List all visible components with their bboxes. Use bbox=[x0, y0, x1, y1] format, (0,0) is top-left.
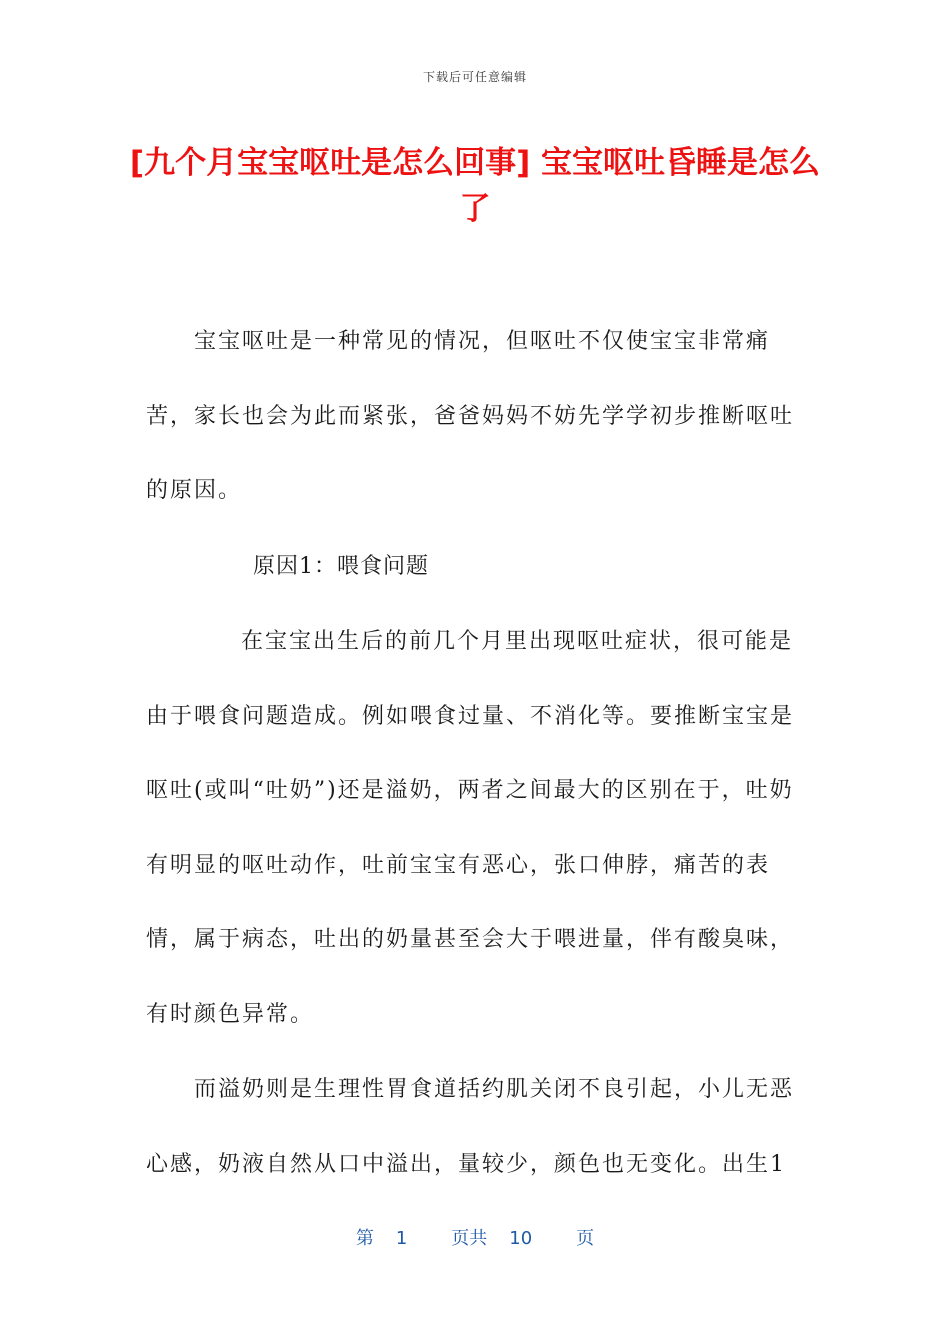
page-footer bbox=[0, 1224, 950, 1250]
footer-page-number: 1 bbox=[395, 1228, 408, 1249]
document-title: [九个月宝宝呕吐是怎么回事] 宝宝呕吐昏睡是怎么了 bbox=[129, 145, 821, 227]
paragraph-feeding-problem: 在宝宝出生后的前几个月里出现呕吐症状，很可能是由于喂食问题造成。例如喂食过量、不消化等。要推断宝宝是呕吐(或叫“吐奶”)还是溢奶，两者之间最大的区别在于，吐奶有明显的呕吐动作，吐前宝宝有恶心，张口伸脖，痛苦的表情，属于病态，吐出的奶量甚至会大于喂进量，伴有酸臭味，有时颜色异常。 bbox=[146, 629, 795, 1027]
footer-page-middle: 页共 bbox=[451, 1228, 488, 1249]
paragraph-spit-up: 而溢奶则是生理性胃食道括约肌关闭不良引起，小儿无恶心感，奶液自然从口中溢出，量较少，颜色也无变化。出生1 bbox=[146, 1077, 795, 1177]
footer-page-prefix: 第 bbox=[355, 1228, 374, 1249]
page-header-note: 下载后可任意编辑 bbox=[422, 70, 527, 84]
footer-page-suffix: 页 bbox=[576, 1228, 595, 1249]
footer-total-pages: 10 bbox=[509, 1228, 533, 1249]
section-heading-cause-1: 原因1：喂食问题 bbox=[253, 554, 429, 579]
paragraph-intro: 宝宝呕吐是一种常见的情况，但呕吐不仅使宝宝非常痛苦，家长也会为此而紧张，爸爸妈妈不妨先学学初步推断呕吐的原因。 bbox=[146, 329, 795, 503]
